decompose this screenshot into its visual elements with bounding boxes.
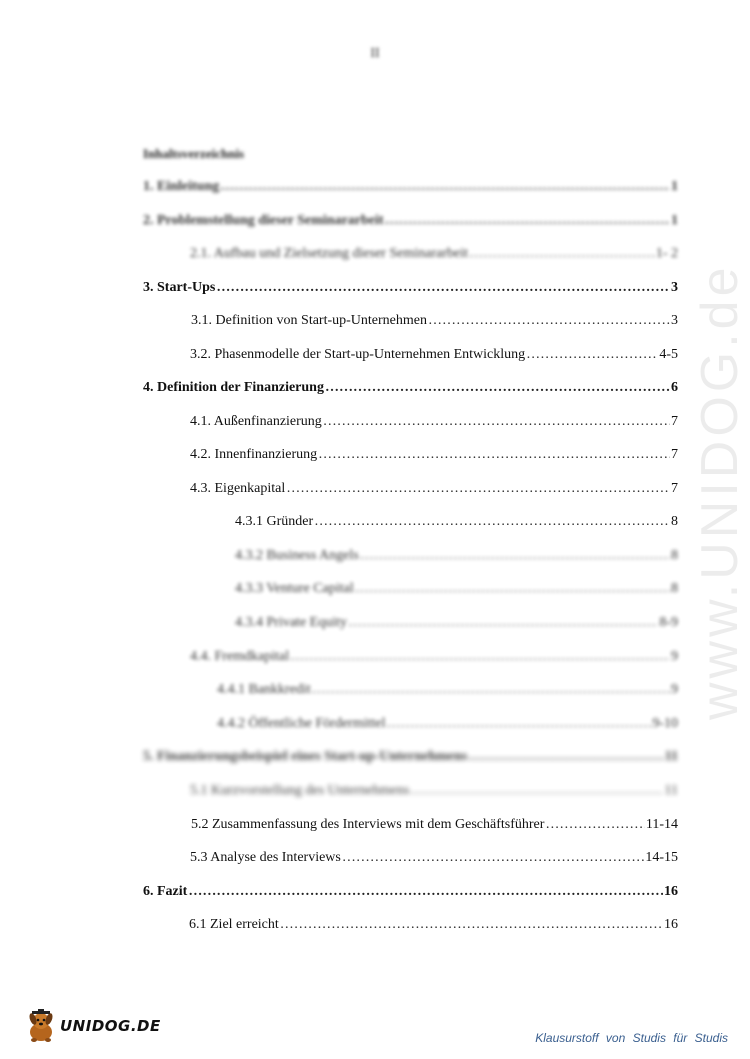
toc-entry[interactable] (190, 346, 678, 364)
leader-dots (188, 883, 663, 901)
toc-entry[interactable] (235, 513, 678, 531)
toc-entry-label: 4.1. Außenfinanzierung (190, 414, 322, 429)
toc-entry[interactable] (235, 547, 678, 565)
toc-entry[interactable] (190, 648, 678, 666)
leader-dots (216, 279, 670, 297)
toc-entry-page: 6 (671, 380, 678, 395)
leader-dots (290, 648, 670, 666)
toc-entry-label: 4.3.2 Business Angels (235, 548, 359, 563)
toc-entry[interactable] (190, 413, 678, 431)
toc-entry-label: 6.1 Ziel erreicht (189, 917, 279, 932)
toc-entry[interactable] (143, 748, 678, 766)
leader-dots (286, 480, 670, 498)
footer-tagline: Klausurstoff von Studis für Studis (535, 1031, 728, 1045)
toc-entry-page: 1 (671, 179, 678, 194)
leader-dots (428, 312, 670, 330)
toc-entry[interactable] (143, 178, 678, 196)
toc-heading: Inhaltsverzeichnis (143, 146, 245, 161)
toc-entry[interactable] (191, 816, 678, 834)
toc-entry-page: 9-10 (652, 716, 678, 731)
toc-entry-page: 7 (671, 481, 678, 496)
toc-entry-label: 4.3.3 Venture Capital (235, 581, 354, 596)
toc-entry[interactable] (143, 379, 678, 397)
toc-entry-page: 8 (671, 581, 678, 596)
toc-entry-label: 4.3.1 Gründer (235, 514, 314, 529)
toc-entry[interactable] (190, 782, 678, 800)
toc-entry-label: 3.2. Phasenmodelle der Start-up-Unternehmen Entwicklung (190, 347, 526, 362)
toc-entry[interactable] (143, 883, 678, 901)
toc-entry-page: 11 (664, 749, 678, 764)
toc-entry-page: 8 (671, 514, 678, 529)
toc-entry[interactable] (217, 681, 678, 699)
toc-entry[interactable] (235, 614, 678, 632)
toc-entry-page: 9 (671, 682, 678, 697)
toc-entry-label: 4.3.4 Private Equity (235, 615, 347, 630)
toc-entry-label: 1. Einleitung (143, 179, 220, 194)
toc-entry-page: 3 (671, 313, 678, 328)
leader-dots (220, 178, 670, 196)
leader-dots (360, 547, 670, 565)
dog-mascot-icon (24, 1008, 58, 1044)
leader-dots (280, 916, 663, 934)
toc-entry-label: 5. Finanzierungsbeispiel eines Start-up-Unternehmens (143, 749, 468, 764)
leader-dots (385, 212, 670, 230)
toc-entry-label: 2.1. Aufbau und Zielsetzung dieser Seminararbeit (190, 246, 468, 261)
toc-entry-page: 3 (671, 280, 678, 295)
leader-dots (325, 379, 670, 397)
leader-dots (323, 413, 670, 431)
page-number: II (370, 46, 380, 61)
toc-entry[interactable] (190, 446, 678, 464)
leader-dots (469, 245, 655, 263)
toc-entry-page: 1- 2 (655, 246, 678, 261)
toc-entry-page: 7 (671, 414, 678, 429)
logo-text: UNIDOG.DE (60, 1017, 161, 1035)
toc-entry[interactable] (191, 312, 678, 330)
unidog-logo[interactable] (24, 1008, 161, 1044)
toc-entry-label: 4.2. Innenfinanzierung (190, 447, 318, 462)
toc-entry-label: 5.3 Analyse des Interviews (190, 850, 341, 865)
toc-entry[interactable] (143, 279, 678, 297)
leader-dots (468, 748, 663, 766)
toc-entry-page: 1 (671, 213, 678, 228)
toc-entry-page: 14-15 (645, 850, 678, 865)
toc-entry-label: 5.1 Kurzvorstellung des Unternehmens (190, 783, 410, 798)
toc-entry-label: 3.1. Definition von Start-up-Unternehmen (191, 313, 428, 328)
leader-dots (355, 580, 670, 598)
toc-entry-label: 4.3. Eigenkapital (190, 481, 286, 496)
leader-dots (545, 816, 644, 834)
toc-entry-page: 9 (671, 649, 678, 664)
toc-entry[interactable] (189, 916, 678, 934)
toc-entry-label: 4.4.2 Öffentliche Fördermittel (217, 716, 386, 731)
toc-entry-page: 16 (664, 884, 678, 899)
toc-entry[interactable] (235, 580, 678, 598)
toc-entry[interactable] (190, 480, 678, 498)
leader-dots (410, 782, 663, 800)
toc-entry-label: 6. Fazit (143, 884, 188, 899)
leader-dots (314, 513, 670, 531)
toc-entry-label: 3. Start-Ups (143, 280, 216, 295)
toc-entry-label: 4.4.1 Bankkredit (217, 682, 311, 697)
toc-entry-page: 4-5 (659, 347, 678, 362)
leader-dots (318, 446, 670, 464)
leader-dots (348, 614, 658, 632)
leader-dots (312, 681, 670, 699)
toc-entry-page: 8 (671, 548, 678, 563)
leader-dots (386, 715, 651, 733)
toc-entry-page: 16 (664, 917, 678, 932)
leader-dots (342, 849, 644, 867)
toc-entry-label: 2. Problemstellung dieser Seminararbeit (143, 213, 384, 228)
toc-entry-page: 11 (664, 783, 678, 798)
toc-entry-label: 4. Definition der Finanzierung (143, 380, 324, 395)
toc-entry[interactable] (190, 849, 678, 867)
watermark: www.UNIDOG.de (691, 263, 749, 720)
toc-entry-page: 7 (671, 447, 678, 462)
toc-entry-label: 4.4. Fremdkapital (190, 649, 290, 664)
toc-entry-page: 8-9 (659, 615, 678, 630)
toc-entry-page: 11-14 (645, 817, 678, 832)
toc-entry[interactable] (190, 245, 678, 263)
toc-entry-label: 5.2 Zusammenfassung des Interviews mit dem Geschäftsführer (191, 817, 545, 832)
toc-entry[interactable] (217, 715, 678, 733)
toc-entry[interactable] (143, 212, 678, 230)
leader-dots (526, 346, 658, 364)
